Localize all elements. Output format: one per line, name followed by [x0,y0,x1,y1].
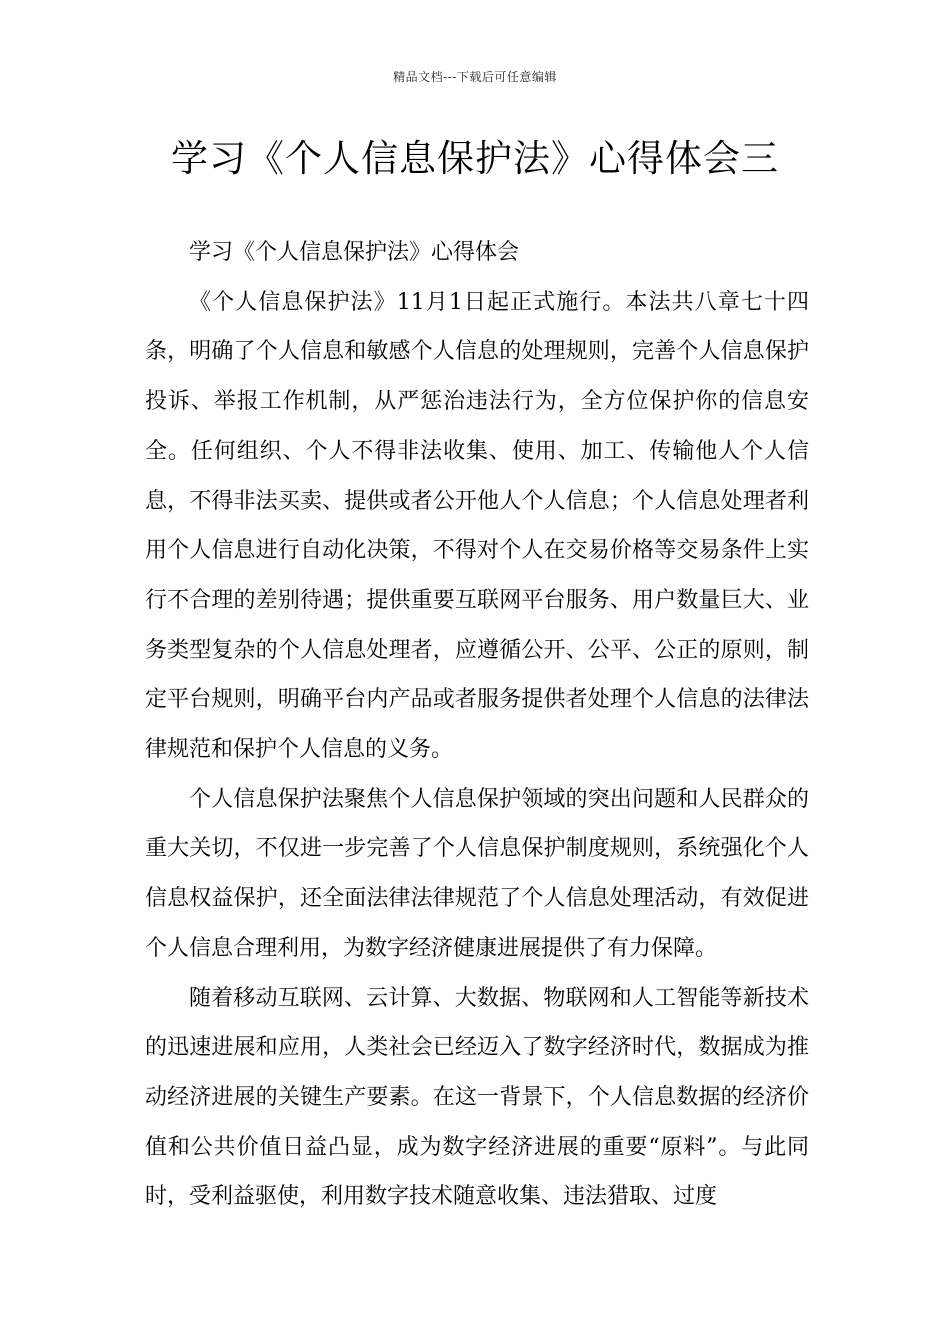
document-body [145,228,809,1222]
page-header: 精品文档---下载后可任意编辑 [393,70,557,84]
paragraph: 个人信息保护法聚焦个人信息保护领域的突出问题和人民群众的重大关切，不仅进一步完善了个人信息保护制度规则，系统强化个人信息权益保护，还全面法律法律规范了个人信息处理活动，有效促进个人信息合理利用，为数字经济健康进展提供了有力保障。 [145,786,809,961]
paragraph: 随着移动互联网、云计算、大数据、物联网和人工智能等新技术的迅速进展和应用，人类社会已经迈入了数字经济时代，数据成为推动经济进展的关键生产要素。在这一背景下，个人信息数据的经济价值和公共价值日益凸显，成为数字经济进展的重要“原料”。与此同时，受利益驱使，利用数字技术随意收集、违法猎取、过度 [145,985,809,1210]
document-title: 学习《个人信息保护法》心得体会三 [171,137,779,180]
paragraph: 《个人信息保护法》11月1日起正式施行。本法共八章七十四条，明确了个人信息和敏感个人信息的处理规则，完善个人信息保护投诉、举报工作机制，从严惩治违法行为，全方位保护你的信息安全。任何组织、个人不得非法收集、使用、加工、传输他人个人信息，不得非法买卖、提供或者公开他人个人信息；个人信息处理者利用个人信息进行自动化决策，不得对个人在交易价格等交易条件上实行不合理的差别待遇；提供重要互联网平台服务、用户数量巨大、业务类型复杂的个人信息处理者，应遵循公开、公平、公正的原则，制定平台规则，明确平台内产品或者服务提供者处理个人信息的法律法律规范和保护个人信息的义务。 [145,289,809,763]
paragraph-subtitle: 学习《个人信息保护法》心得体会 [189,240,520,265]
